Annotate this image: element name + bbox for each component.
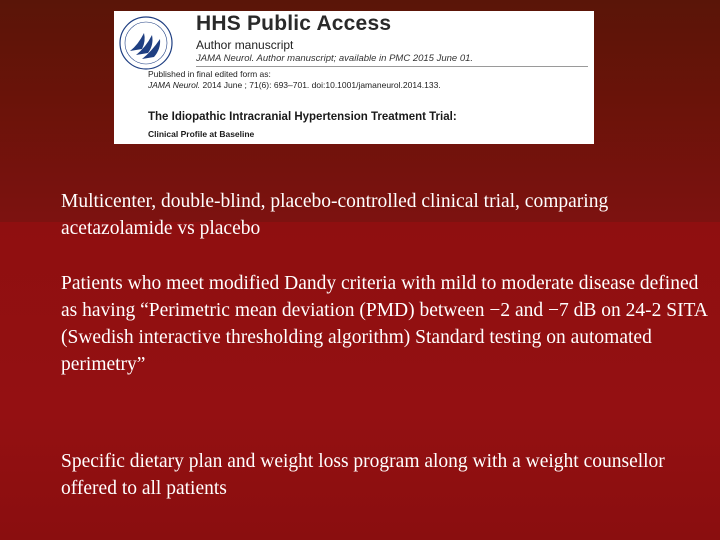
citation-journal: JAMA Neurol.: [148, 80, 201, 90]
citation-details: 2014 June ; 71(6): 693–701. doi:10.1001/jamaneurol.2014.133.: [200, 80, 441, 90]
document-availability: JAMA Neurol. Author manuscript; available in PMC 2015 June 01.: [196, 53, 474, 64]
article-subtitle: Clinical Profile at Baseline: [148, 129, 255, 139]
document-header-title: HHS Public Access: [196, 12, 392, 35]
paragraph-inclusion-criteria: Patients who meet modified Dandy criteria with mild to moderate disease defined as having “Perimetric mean deviation (PMD) between −2 and −7 dB on 24-2 SITA (Swedish interactive thresholding algorithm) Standard testing on automated perimetry”: [61, 273, 707, 375]
hhs-eagle-logo-icon: [118, 15, 174, 71]
article-title: The Idiopathic Intracranial Hypertension Treatment Trial:: [148, 111, 457, 123]
document-header-image: [114, 11, 594, 144]
document-header-subtitle: Author manuscript: [196, 38, 294, 52]
paragraph-trial-design: Multicenter, double-blind, placebo-controlled clinical trial, comparing acetazolamide vs placebo: [61, 191, 609, 239]
paragraph-diet-program: Specific dietary plan and weight loss program along with a weight counsellor offered to all patients: [61, 451, 665, 499]
published-label: Published in final edited form as:: [148, 69, 271, 79]
document-divider: [196, 66, 588, 67]
citation: [148, 80, 441, 90]
